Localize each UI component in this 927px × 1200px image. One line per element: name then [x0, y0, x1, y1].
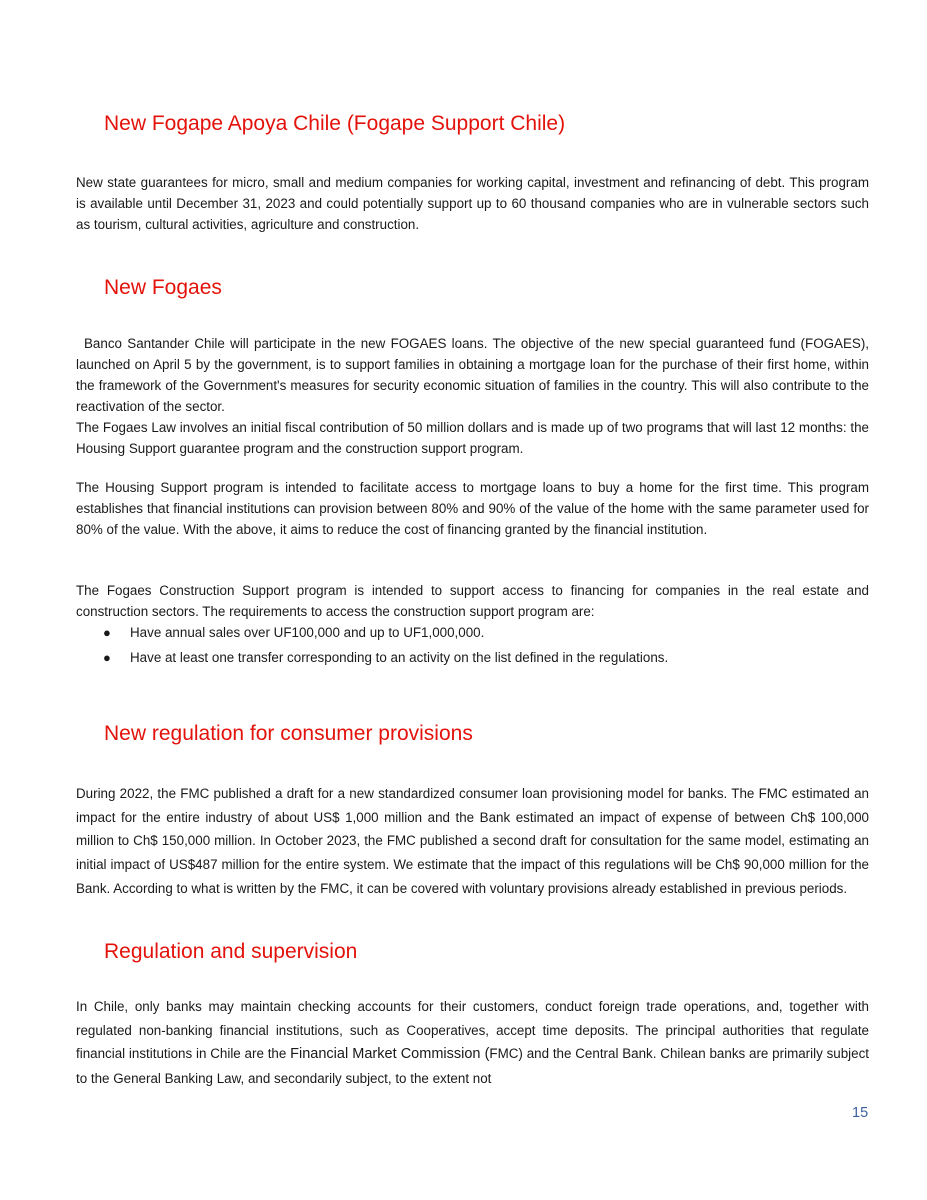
regulation-paragraph	[76, 995, 869, 1091]
page-number: 15	[852, 1105, 869, 1121]
list-item	[76, 622, 869, 647]
fmc-name-text: Financial Market Commission (	[290, 1046, 490, 1063]
section-heading-fogaes: New Fogaes	[104, 276, 222, 299]
fogape-paragraph: New state guarantees for micro, small and medium companies for working capital, investment and refinancing of debt. This program is available until December 31, 2023 and could potentially support up to 60 thousand companies who are in vulnerable sectors such as tourism, cultural activities, agriculture and construction.	[76, 175, 869, 232]
fogaes-paragraph-2: The Fogaes Law involves an initial fiscal contribution of 50 million dollars and is made up of two programs that will last 12 months: the Housing Support guarantee program and the construction support program.	[76, 420, 869, 456]
fogaes-paragraph-4: The Fogaes Construction Support program is intended to support access to financing for companies in the real estate and construction sectors. The requirements to access the construction support program are:	[76, 583, 869, 619]
regulation-text-end: FMC) and the Central Bank. Chilean banks are primarily subject to the General Banking Law, and secondarily subject, to the extent not	[76, 1046, 870, 1087]
section-heading-fogape: New Fogape Apoya Chile (Fogape Support Chile)	[104, 112, 566, 135]
list-item-text: Have annual sales over UF100,000 and up to UF1,000,000.	[130, 625, 485, 640]
consumer-paragraph: During 2022, the FMC published a draft for a new standardized consumer loan provisioning model for banks. The FMC estimated an impact for the entire industry of about US$ 1,000 million and the Bank estimated an impact of expense of between Ch$ 100,000 million to Ch$ 150,000 million. In October 2023, the FMC published a second draft for consultation for the same model, estimating an initial impact of US$487 million for the entire system. We estimate that the impact of this regulations will be Ch$ 90,000 million for the Bank. According to what is written by the FMC, it can be covered with voluntary provisions already established in previous periods.	[76, 786, 869, 896]
list-item-text: Have at least one transfer corresponding to an activity on the list defined in the regulations.	[130, 650, 669, 665]
list-item	[76, 647, 869, 672]
fogaes-paragraph-1: Banco Santander Chile will participate in the new FOGAES loans. The objective of the new special guaranteed fund (FOGAES), launched on April 5 by the government, is to support families in obtaining a mortgage loan for the purchase of their first home, within the framework of the Government's measures for security economic situation of families in the country. This will also contribute to the reactivation of the sector.	[76, 336, 869, 414]
requirements-list	[76, 622, 869, 672]
section-heading-regulation: Regulation and supervision	[104, 940, 358, 963]
bullet-icon: ●	[103, 625, 111, 640]
bullet-icon: ●	[103, 650, 111, 665]
fogaes-paragraph-3: The Housing Support program is intended to facilitate access to mortgage loans to buy a home for the first time. This program establishes that financial institutions can provision between 80% and 90% of the value of the home with the same parameter used for 80% of the value. With the above, it aims to reduce the cost of financing granted by the financial institution.	[76, 480, 869, 537]
regulation-text-start: In Chile, only banks may maintain checking accounts for their customers, conduct foreign trade operations, and, together with regulated non-banking financial institutions, such as Cooperatives, accept time deposits. The principal authorities that regulate financial institutions in Chile are the	[76, 999, 869, 1062]
section-heading-consumer: New regulation for consumer provisions	[104, 722, 473, 745]
